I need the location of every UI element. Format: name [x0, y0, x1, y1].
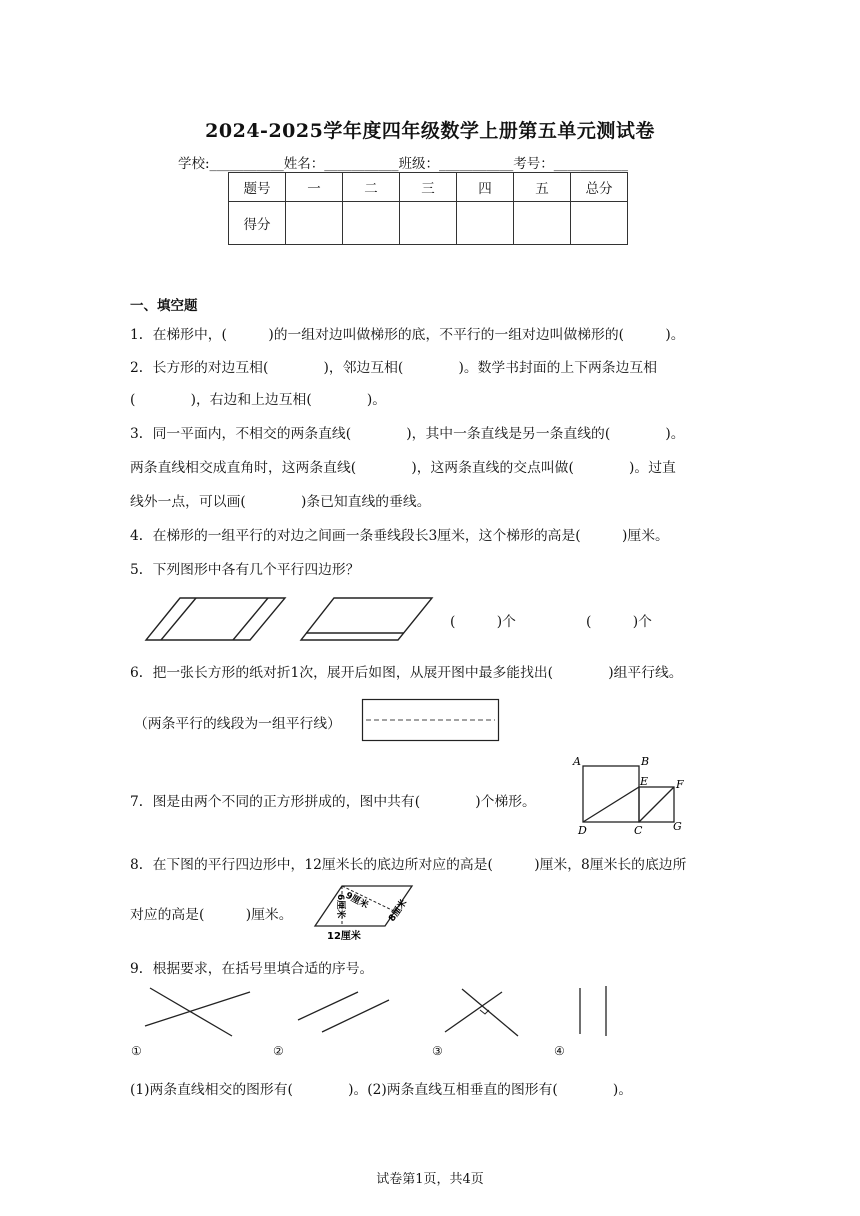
question-9: 9．根据要求，在括号里填合适的序号。	[130, 961, 374, 977]
question-1: 1．在梯形中，( )的一组对边叫做梯形的底，不平行的一组对边叫做梯形的( )。	[130, 327, 685, 343]
score-header-cell: 三	[400, 173, 457, 202]
score-cell[interactable]	[286, 202, 343, 245]
question-2-line-1: 2．长方形的对边互相( )，邻边互相( )。数学书封面的上下两条边互相	[130, 360, 657, 376]
score-table	[228, 172, 628, 245]
point-label-b: B	[641, 755, 650, 768]
label-8cm: 8厘米	[387, 898, 410, 924]
point-label-g: G	[673, 820, 682, 833]
student-info-line: 学校:___________姓名：___________班级：___________考号：___________	[178, 156, 629, 172]
q5-figure-1	[145, 596, 290, 642]
question-3-line-1: 3．同一平面内，不相交的两条直线( )，其中一条直线是另一条直线的( )。	[130, 426, 685, 442]
score-row-label: 得分	[229, 202, 286, 245]
question-3-line-3: 线外一点，可以画( )条已知直线的垂线。	[130, 494, 431, 510]
q9-figure-3-perpendicular-lines	[440, 986, 530, 1040]
point-label-d: D	[578, 824, 587, 837]
score-header-cell: 四	[457, 173, 514, 202]
label-6cm: 6厘米	[335, 894, 345, 919]
question-5: 5．下列图形中各有几个平行四边形？	[130, 562, 360, 578]
q9-figure-1-intersecting-lines	[140, 984, 260, 1042]
section-title: 一、填空题	[130, 298, 198, 314]
q6-folded-paper-figure	[362, 699, 502, 743]
question-9-sub: (1)两条直线相交的图形有( )。(2)两条直线互相垂直的图形有( )。	[130, 1082, 633, 1098]
point-label-a: A	[573, 755, 581, 768]
point-label-e: E	[640, 775, 649, 788]
figure-label-3: ③	[432, 1044, 443, 1058]
score-cell[interactable]	[571, 202, 628, 245]
q7-two-squares-figure	[570, 752, 695, 842]
label-9cm: 9厘米	[343, 890, 370, 912]
q5-answer-2[interactable]: ( )个	[586, 614, 652, 630]
score-cell[interactable]	[343, 202, 400, 245]
score-header-cell: 一	[286, 173, 343, 202]
question-8-line-1: 8．在下图的平行四边形中，12厘米长的底边所对应的高是( )厘米，8厘米长的底边所	[130, 857, 687, 873]
page-title: 2024-2025学年度四年级数学上册第五单元测试卷	[205, 120, 655, 142]
score-cell[interactable]	[514, 202, 571, 245]
score-cell[interactable]	[457, 202, 514, 245]
figure-label-1: ①	[131, 1044, 142, 1058]
question-4: 4．在梯形的一组平行的对边之间画一条垂线段长3厘米，这个梯形的高是( )厘米。	[130, 528, 669, 544]
q5-answer-1[interactable]: ( )个	[450, 614, 516, 630]
score-header-cell: 题号	[229, 173, 286, 202]
point-label-c: C	[634, 824, 643, 837]
score-header-cell: 五	[514, 173, 571, 202]
question-3-line-2: 两条直线相交成直角时，这两条直线( )，这两条直线的交点叫做( )。过直	[130, 460, 676, 476]
page-footer: 试卷第1页，共4页	[376, 1172, 484, 1187]
question-6: 6．把一张长方形的纸对折1次，展开后如图，从展开图中最多能找出( )组平行线。	[130, 665, 683, 681]
question-2-line-2: ( )，右边和上边互相( )。	[130, 392, 387, 408]
q5-figure-2	[300, 596, 435, 642]
point-label-f: F	[676, 778, 684, 791]
question-6-note: （两条平行的线段为一组平行线）	[134, 716, 341, 732]
q8-parallelogram-figure	[300, 882, 425, 944]
figure-label-4: ④	[554, 1044, 565, 1058]
score-header-cell: 总分	[571, 173, 628, 202]
score-header-cell: 二	[343, 173, 400, 202]
question-8-line-2: 对应的高是( )厘米。	[130, 907, 293, 923]
question-7: 7．图是由两个不同的正方形拼成的，图中共有( )个梯形。	[130, 794, 536, 810]
figure-label-2: ②	[273, 1044, 284, 1058]
q9-figure-2-parallel-lines	[292, 990, 402, 1035]
label-12cm: 12厘米	[327, 931, 361, 942]
q9-figure-4-vertical-lines	[574, 984, 614, 1040]
score-cell[interactable]	[400, 202, 457, 245]
